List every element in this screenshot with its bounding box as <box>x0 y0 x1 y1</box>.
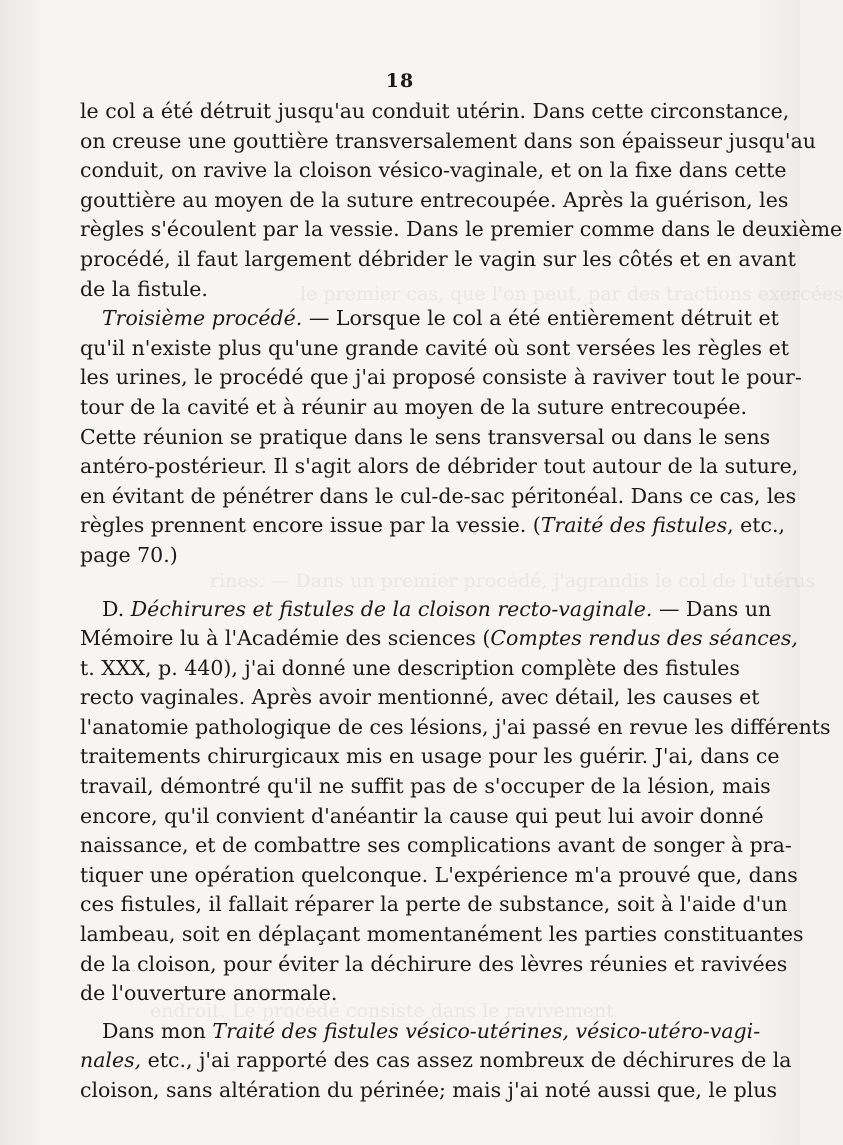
text-line: le col a été détruit jusqu'au conduit utérin. Dans cette circonstance, <box>80 99 790 123</box>
text-line: t. XXX, p. 440), j'ai donné une description complète des fistules <box>80 655 740 680</box>
text-line: traitements chirurgicaux mis en usage pour les guérir. J'ai, dans ce <box>80 744 780 769</box>
text-line: nales, etc., j'ai rapporté des cas assez nombreux de déchirures de la <box>80 1048 792 1073</box>
reference-title-italic: nales, <box>80 1048 142 1073</box>
paragraph-spacer <box>80 571 728 595</box>
paragraph-1 <box>80 97 843 304</box>
text-line: de la cloison, pour éviter la déchirure des lèvres réunies et ravivées <box>80 951 788 976</box>
text-line: règles prennent encore issue par la vessie. (Traité des fistules, etc., <box>80 513 786 538</box>
text-line: naissance, et de combattre ses complications avant de songer à pra- <box>80 833 792 858</box>
text-line: travail, démontré qu'il ne suffit pas de s'occuper de la lésion, mais <box>80 774 771 799</box>
text-line: Mémoire lu à l'Académie des sciences (Comptes rendus des séances, <box>80 626 798 651</box>
text-line: Cette réunion se pratique dans le sens transversal ou dans le sens <box>80 424 771 449</box>
bleed-through-text: endroit. Le procédé consiste dans le ravivement <box>150 1000 614 1022</box>
text-line: lambeau, soit en déplaçant momentanément les parties constituantes <box>80 922 804 947</box>
reference-title-italic: Traité des fistules <box>540 513 728 538</box>
page-number: 18 <box>385 70 415 92</box>
text-line: cloison, sans altération du périnée; mais j'ai noté aussi que, le plus <box>80 1078 777 1102</box>
text-line: tiquer une opération quelconque. L'expérience m'a prouvé que, dans <box>80 862 798 887</box>
text-line: Troisième procédé. — Lorsque le col a été entièrement détruit et <box>102 306 779 331</box>
text-line: Dans mon Traité des fistules vésico-utérines, vésico-utéro-vagi- <box>102 1018 761 1043</box>
section-heading-italic: Troisième procédé. <box>102 306 303 331</box>
paragraph-2 <box>80 304 802 570</box>
text-line: recto vaginales. Après avoir mentionné, avec détail, les causes et <box>80 685 760 710</box>
text-line: de l'ouverture anormale. <box>80 981 338 1006</box>
reference-title-italic: Traité des fistules vésico-utérines, vésico-utéro-vagi- <box>212 1018 761 1043</box>
body-text <box>80 97 843 1106</box>
text-line: ces fistules, il fallait réparer la perte de substance, soit à l'aide d'un <box>80 892 788 917</box>
bleed-through-text: le premier cas, que l'on peut, par des tractions exercées <box>300 283 843 305</box>
reference-title-italic: Comptes rendus des séances, <box>490 626 798 651</box>
bleed-through-text: rines. — Dans un premier procédé, j'agrandis le col de l'utérus <box>210 570 816 592</box>
text-line: tour de la cavité et à réunir au moyen de la suture entrecoupée. <box>80 394 747 419</box>
text-line: gouttière au moyen de la suture entrecoupée. Après la guérison, les <box>80 187 789 212</box>
text-line: les urines, le procédé que j'ai proposé consiste à raviver tout le pour- <box>80 365 802 390</box>
text-line: encore, qu'il convient d'anéantir la cause qui peut lui avoir donné <box>80 803 764 828</box>
paragraph-4 <box>80 1017 792 1106</box>
text-line: antéro-postérieur. Il s'agit alors de débrider tout autour de la suture, <box>80 454 799 479</box>
text-line: page 70.) <box>80 542 178 567</box>
text-line: D. Déchirures et fistules de la cloison recto-vaginale. — Dans un <box>102 596 772 621</box>
paragraph-3 <box>80 595 831 1009</box>
text-line: procédé, il faut largement débrider le vagin sur les côtés et en avant <box>80 246 796 271</box>
paragraph-spacer <box>80 1009 728 1017</box>
text-line: conduit, on ravive la cloison vésico-vaginale, et on la fixe dans cette <box>80 158 787 183</box>
text-line: l'anatomie pathologique de ces lésions, j'ai passé en revue les différents <box>80 714 831 739</box>
text-line: en évitant de pénétrer dans le cul-de-sac péritonéal. Dans ce cas, les <box>80 483 797 508</box>
text-line: de la fistule. <box>80 276 208 301</box>
text-line: on creuse une gouttière transversalement dans son épaisseur jusqu'au <box>80 128 816 153</box>
section-heading-italic: Déchirures et fistules de la cloison recto-vaginale. <box>130 596 653 621</box>
text-line: qu'il n'existe plus qu'une grande cavité où sont versées les règles et <box>80 335 789 360</box>
text-line: règles s'écoulent par la vessie. Dans le premier comme dans le deuxième <box>80 217 843 242</box>
